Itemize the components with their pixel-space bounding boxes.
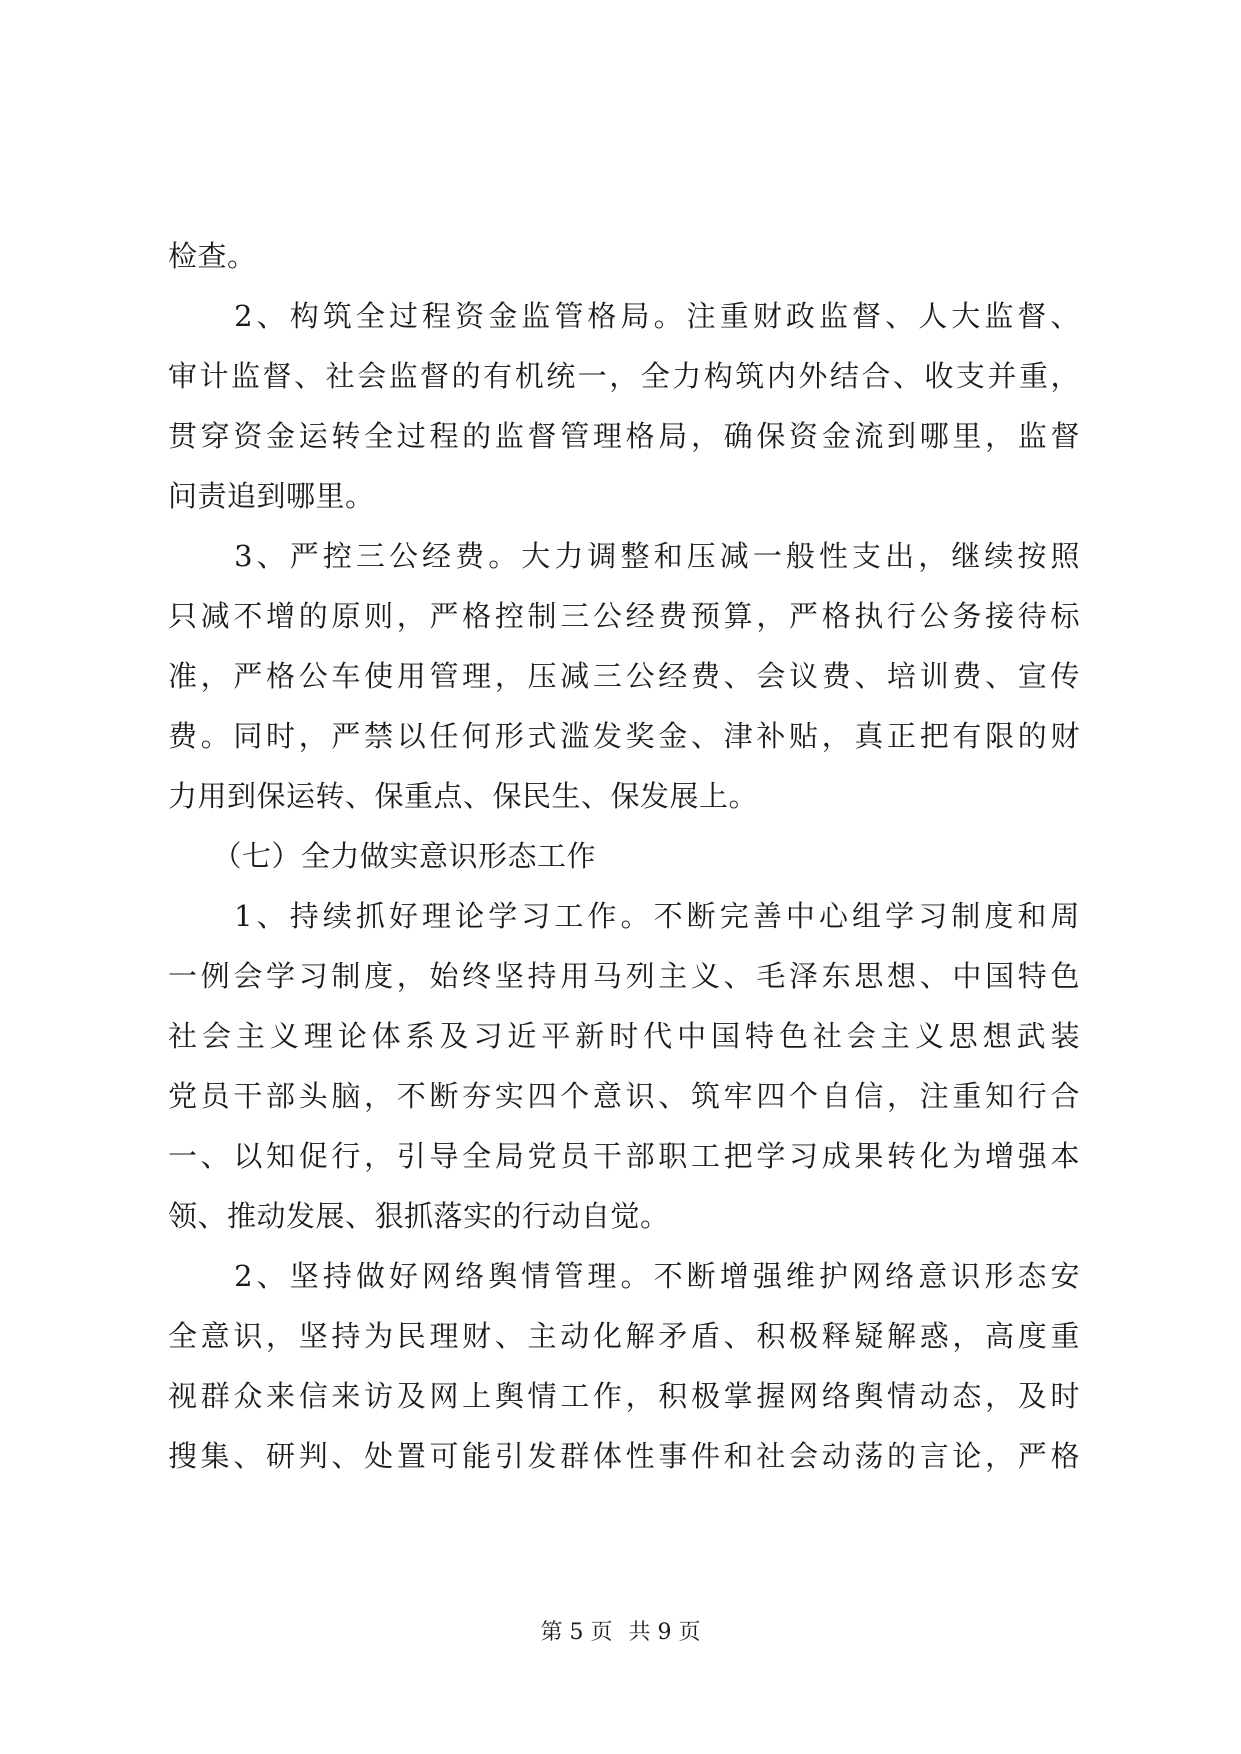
- text-line: 2、构筑全过程资金监管格局。注重财政监督、人大监督、: [168, 299, 1080, 333]
- text-line: 审计监督、社会监督的有机统一，全力构筑内外结合、收支并重，: [168, 359, 1080, 393]
- text-line: 问责追到哪里。: [168, 479, 375, 513]
- text-line: 党员干部头脑，不断夯实四个意识、筑牢四个自信，注重知行合: [168, 1079, 1080, 1113]
- text-line: 1、持续抓好理论学习工作。不断完善中心组学习制度和周: [168, 899, 1080, 933]
- page-total: 共 9 页: [628, 1620, 701, 1645]
- text-line: 力用到保运转、保重点、保民生、保发展上。: [168, 779, 759, 813]
- text-line: 只减不增的原则，严格控制三公经费预算，严格执行公务接待标: [168, 599, 1080, 633]
- page-footer: [0, 1618, 1241, 1648]
- text-line: 3、严控三公经费。大力调整和压减一般性支出，继续按照: [168, 539, 1080, 573]
- text-line: 社会主义理论体系及习近平新时代中国特色社会主义思想武装: [168, 1019, 1080, 1053]
- text-line: 准，严格公车使用管理，压减三公经费、会议费、培训费、宣传: [168, 659, 1080, 693]
- text-line: 搜集、研判、处置可能引发群体性事件和社会动荡的言论，严格: [168, 1439, 1080, 1473]
- section-heading: （七）全力做实意识形态工作: [168, 839, 597, 873]
- text-line: 一例会学习制度，始终坚持用马列主义、毛泽东思想、中国特色: [168, 959, 1080, 993]
- text-line: 全意识，坚持为民理财、主动化解矛盾、积极释疑解惑，高度重: [168, 1319, 1080, 1353]
- text-line: 贯穿资金运转全过程的监督管理格局，确保资金流到哪里，监督: [168, 419, 1080, 453]
- text-line: 检查。: [168, 239, 257, 273]
- text-line: 2、坚持做好网络舆情管理。不断增强维护网络意识形态安: [168, 1259, 1080, 1293]
- document-body: [168, 226, 1080, 1486]
- text-line: 一、以知促行，引导全局党员干部职工把学习成果转化为增强本: [168, 1139, 1080, 1173]
- page-number: 第 5 页: [540, 1620, 613, 1645]
- text-line: 费。同时，严禁以任何形式滥发奖金、津补贴，真正把有限的财: [168, 719, 1080, 753]
- text-line: 领、推动发展、狠抓落实的行动自觉。: [168, 1199, 670, 1233]
- text-line: 视群众来信来访及网上舆情工作，积极掌握网络舆情动态，及时: [168, 1379, 1080, 1413]
